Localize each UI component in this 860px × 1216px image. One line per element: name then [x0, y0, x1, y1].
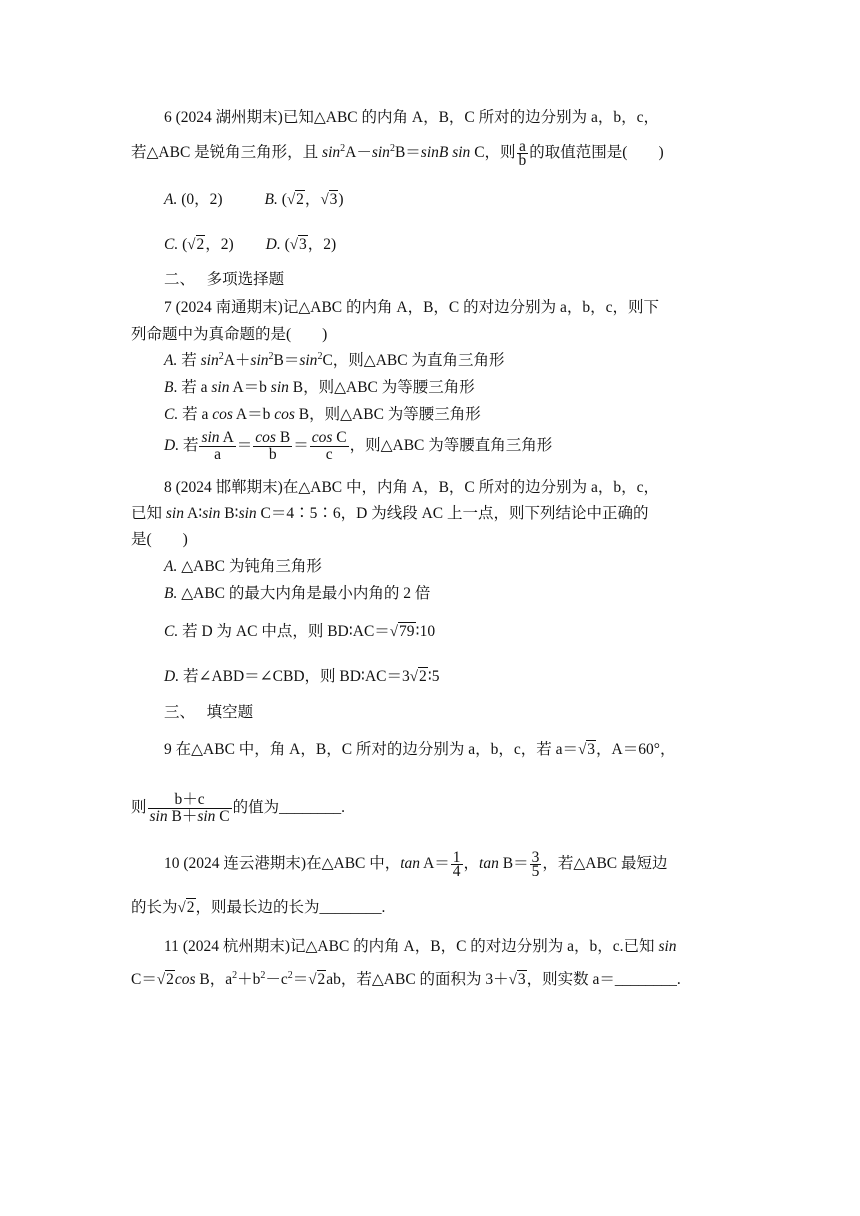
option-text: B＝ — [273, 352, 300, 369]
superscript: 2 — [232, 969, 238, 981]
question-text: ，若△ABC 最短边 — [542, 855, 668, 873]
question-text: C＝4∶5∶6，D 为线段 AC 上一点，则下列结论中正确的 — [256, 505, 649, 522]
numerator — [253, 430, 292, 446]
equals: ＝ — [236, 437, 253, 455]
cos-term: cos — [174, 971, 196, 988]
option-text: ( — [277, 191, 287, 208]
section-title: 填空题 — [206, 704, 254, 721]
denominator: b — [253, 446, 292, 463]
option-text: ，2) — [307, 236, 337, 253]
option-label: B. — [164, 585, 178, 602]
numerator — [199, 430, 235, 446]
option-text: A＝b — [229, 379, 271, 396]
option-text: ，则△ABC 为等腰直角三角形 — [349, 437, 553, 455]
option-label: C. — [164, 236, 179, 253]
math-text: ＝ — [292, 971, 309, 988]
option-text: 若 — [179, 437, 199, 455]
sqrt-2: √2 — [409, 668, 427, 685]
option-text: (0，2) — [177, 191, 223, 208]
option-text: ) — [338, 191, 344, 208]
superscript: 2 — [218, 350, 224, 362]
sin-term: sinB — [420, 144, 449, 162]
math-text: C — [332, 429, 347, 446]
question-text: 的取值范围是( ) — [529, 144, 664, 162]
q6-line-1 — [164, 108, 659, 128]
math-text: B＝ — [394, 144, 421, 162]
question-text: 在△ABC 中， — [306, 855, 401, 873]
denominator: a — [199, 446, 235, 463]
question-text: 的长为 — [131, 899, 178, 916]
numerator: 3 — [531, 849, 540, 866]
option-text: △ABC 的最大内角是最小内角的 2 倍 — [177, 585, 431, 602]
math-text: A∶ — [183, 505, 203, 522]
superscript: 2 — [268, 350, 274, 362]
sin-term: sin — [149, 808, 168, 825]
numerator: b＋c — [174, 791, 205, 808]
math-text: A＝ — [420, 855, 450, 873]
math-text: ， — [463, 855, 480, 873]
superscript: 2 — [317, 350, 323, 362]
math-text: B，a — [195, 971, 233, 988]
q8-line-2 — [131, 504, 649, 524]
q7-option-d — [164, 430, 552, 463]
answer-blank[interactable]: ，则实数 a＝________. — [526, 971, 681, 988]
radicand: 2 — [196, 236, 205, 253]
question-number: 6 — [164, 109, 172, 126]
sqrt-2: √2 — [156, 971, 174, 988]
tan-term: tan — [400, 855, 421, 873]
option-text: 若 — [177, 352, 201, 369]
fraction-b-plus-c-over-sines — [148, 792, 232, 825]
superscript: 2 — [340, 142, 346, 154]
superscript: 2 — [260, 969, 266, 981]
sin-term: sin — [201, 429, 220, 446]
option-label: C. — [164, 623, 179, 640]
q9-line-1 — [164, 740, 675, 760]
denominator: b — [518, 152, 527, 169]
sqrt-79: √79 — [389, 623, 415, 640]
fraction-sinA-over-a — [199, 430, 235, 463]
math-text: C＝ — [131, 971, 157, 988]
numerator: a — [518, 138, 526, 155]
math-text: B＋ — [167, 808, 198, 825]
option-text: B，则△ABC 为等腰三角形 — [294, 406, 481, 423]
question-text: ，A＝60°， — [596, 741, 676, 758]
question-text: 在△ABC 中，角 A，B，C 所对的边分别为 a，b，c，若 a＝ — [171, 741, 579, 758]
question-number: 10 — [164, 855, 180, 873]
question-source: (2024 湖州期末) — [175, 109, 283, 126]
radicand: 3 — [299, 236, 307, 253]
sqrt-2: √2 — [177, 899, 195, 916]
sin-term: sin — [197, 808, 216, 825]
sqrt-3: √3 — [320, 191, 338, 208]
q8-option-c — [164, 622, 435, 642]
sin-term: sin — [165, 505, 184, 522]
radicand: 2 — [418, 668, 427, 685]
math-text: －c — [265, 971, 288, 988]
sin-term: sin — [250, 352, 269, 369]
numerator — [310, 430, 349, 446]
option-text: . 若 a — [173, 379, 212, 396]
q6-line-2 — [131, 140, 664, 167]
radicand: 3 — [517, 971, 526, 988]
q7-line-1 — [164, 298, 659, 318]
sin-term: sin — [371, 144, 390, 162]
math-text: A — [219, 429, 234, 446]
option-text: 若∠ABD＝∠CBD，则 BD∶AC＝3 — [179, 668, 410, 685]
denominator: c — [310, 446, 349, 463]
option-text: ( — [280, 236, 290, 253]
sqrt-2: √2 — [286, 191, 304, 208]
question-text: 在△ABC 中，内角 A，B，C 所对的边分别为 a，b，c， — [282, 479, 659, 496]
q8-option-b — [164, 584, 430, 604]
option-label: A. — [164, 191, 178, 208]
math-text: A－ — [345, 144, 372, 162]
q7-option-b — [164, 378, 475, 398]
q6-options-row-1 — [164, 190, 344, 210]
option-text: ( — [178, 236, 188, 253]
math-text: B∶ — [220, 505, 239, 522]
q11-line-2 — [131, 970, 681, 990]
q10-line-1 — [164, 851, 668, 878]
option-label: D. — [265, 236, 281, 253]
option-text: B，则△ABC 为等腰三角形 — [288, 379, 475, 396]
option-text: ，2) — [205, 236, 234, 253]
radicand: 2 — [317, 971, 326, 988]
q10-line-2 — [131, 898, 385, 918]
option-text: A＝b — [232, 406, 275, 423]
question-text: 已知 — [131, 505, 166, 522]
question-text: 若△ABC 是锐角三角形，且 — [131, 144, 323, 162]
option-text: ∶5 — [427, 668, 440, 685]
question-text: 则 — [131, 799, 147, 817]
sin-term: sin — [238, 505, 257, 522]
option-text: A＋ — [223, 352, 251, 369]
q7-option-a — [164, 351, 504, 371]
answer-blank[interactable]: 的值为________. — [232, 799, 346, 817]
question-text: 记△ABC 的内角 A，B，C 的对边分别为 a，b，c，则下 — [282, 299, 659, 316]
question-text: 已知△ABC 的内角 A，B，C 所对的边分别为 a，b，c， — [282, 109, 659, 126]
section-heading-multiple-choice — [164, 270, 284, 290]
superscript: 2 — [389, 142, 395, 154]
sqrt-3: √3 — [578, 741, 596, 758]
option-label: C. — [164, 406, 179, 423]
sin-term: sin — [322, 144, 341, 162]
section-number: 二、 — [164, 271, 188, 288]
question-number: 11 — [164, 938, 179, 955]
section-title: 多项选择题 — [206, 271, 285, 288]
option-label: D. — [164, 668, 180, 685]
sin-term: sin — [270, 379, 289, 396]
q7-option-c — [164, 405, 481, 425]
sin-term: sin — [299, 352, 318, 369]
question-source: (2024 连云港期末) — [183, 855, 307, 873]
option-label: B — [164, 379, 174, 396]
cos-term: cos — [255, 429, 276, 446]
q8-option-d — [164, 667, 440, 687]
q9-line-2 — [131, 792, 345, 825]
sqrt-3: √3 — [508, 971, 526, 988]
question-text: ab，若△ABC 的面积为 3＋ — [326, 971, 509, 988]
option-text: △ABC 为钝角三角形 — [177, 558, 322, 575]
fraction-3-over-5 — [530, 851, 542, 878]
answer-blank[interactable]: ，则最长边的长为________. — [195, 899, 386, 916]
sin-term: sin — [202, 505, 221, 522]
fraction-1-over-4 — [451, 851, 463, 878]
cos-term: cos — [274, 406, 295, 423]
radicand: 2 — [296, 191, 304, 208]
option-label: A. — [164, 558, 178, 575]
radicand: 3 — [587, 741, 596, 758]
numerator: 1 — [452, 849, 461, 866]
question-number: 9 — [164, 741, 172, 758]
fraction-a-over-b — [517, 140, 529, 167]
q8-line-1 — [164, 478, 659, 498]
question-text: 记△ABC 的内角 A，B，C 的对边分别为 a，b，c.已知 — [290, 938, 659, 955]
section-heading-fill-in-blank — [164, 703, 253, 723]
option-text: ∶10 — [415, 623, 436, 640]
option-text: C，则△ABC 为直角三角形 — [322, 352, 505, 369]
denominator: 4 — [452, 863, 461, 880]
sqrt-3: √3 — [289, 236, 307, 253]
cos-term: cos — [311, 429, 333, 446]
q8-option-a — [164, 557, 322, 577]
option-label: A. — [164, 352, 178, 369]
q8-line-3: 是( ) — [131, 531, 188, 548]
question-source: (2024 南通期末) — [175, 299, 283, 316]
q7-line-2: 列命题中为真命题的是( ) — [131, 326, 328, 343]
sin-term: sin — [211, 379, 230, 396]
sin-term: sin — [448, 144, 471, 162]
radicand: 2 — [186, 899, 195, 916]
sin-term: sin — [658, 938, 677, 955]
sqrt-2: √2 — [187, 236, 205, 253]
math-text: ＋b — [237, 971, 261, 988]
fraction-cosC-over-c — [310, 430, 349, 463]
section-number: 三、 — [164, 704, 188, 721]
cos-term: cos — [212, 406, 233, 423]
radicand: 79 — [399, 623, 415, 640]
option-text: ， — [304, 191, 321, 208]
radicand: 2 — [166, 971, 174, 988]
fraction-cosB-over-b — [253, 430, 292, 463]
sqrt-2: √2 — [308, 971, 326, 988]
math-text: C — [215, 808, 230, 825]
q6-options-row-2 — [164, 235, 336, 255]
option-label: B. — [264, 191, 278, 208]
radicand: 3 — [329, 191, 338, 208]
question-source: (2024 杭州期末) — [182, 938, 291, 955]
denominator: 5 — [531, 863, 540, 880]
question-number: 7 — [164, 299, 172, 316]
question-source: (2024 邯郸期末) — [175, 479, 283, 496]
option-text: 若 D 为 AC 中点，则 BD∶AC＝ — [178, 623, 390, 640]
tan-term: tan — [479, 855, 499, 873]
option-text: 若 a — [178, 406, 213, 423]
sin-term: sin — [200, 352, 219, 369]
math-text: B — [275, 429, 291, 446]
denominator — [148, 808, 232, 825]
equals: ＝ — [293, 437, 309, 455]
question-number: 8 — [164, 479, 172, 496]
math-text: B＝ — [498, 855, 529, 873]
superscript: 2 — [287, 969, 293, 981]
option-label: D. — [164, 437, 180, 455]
q11-line-1 — [164, 937, 677, 957]
math-text: C，则 — [470, 144, 516, 162]
